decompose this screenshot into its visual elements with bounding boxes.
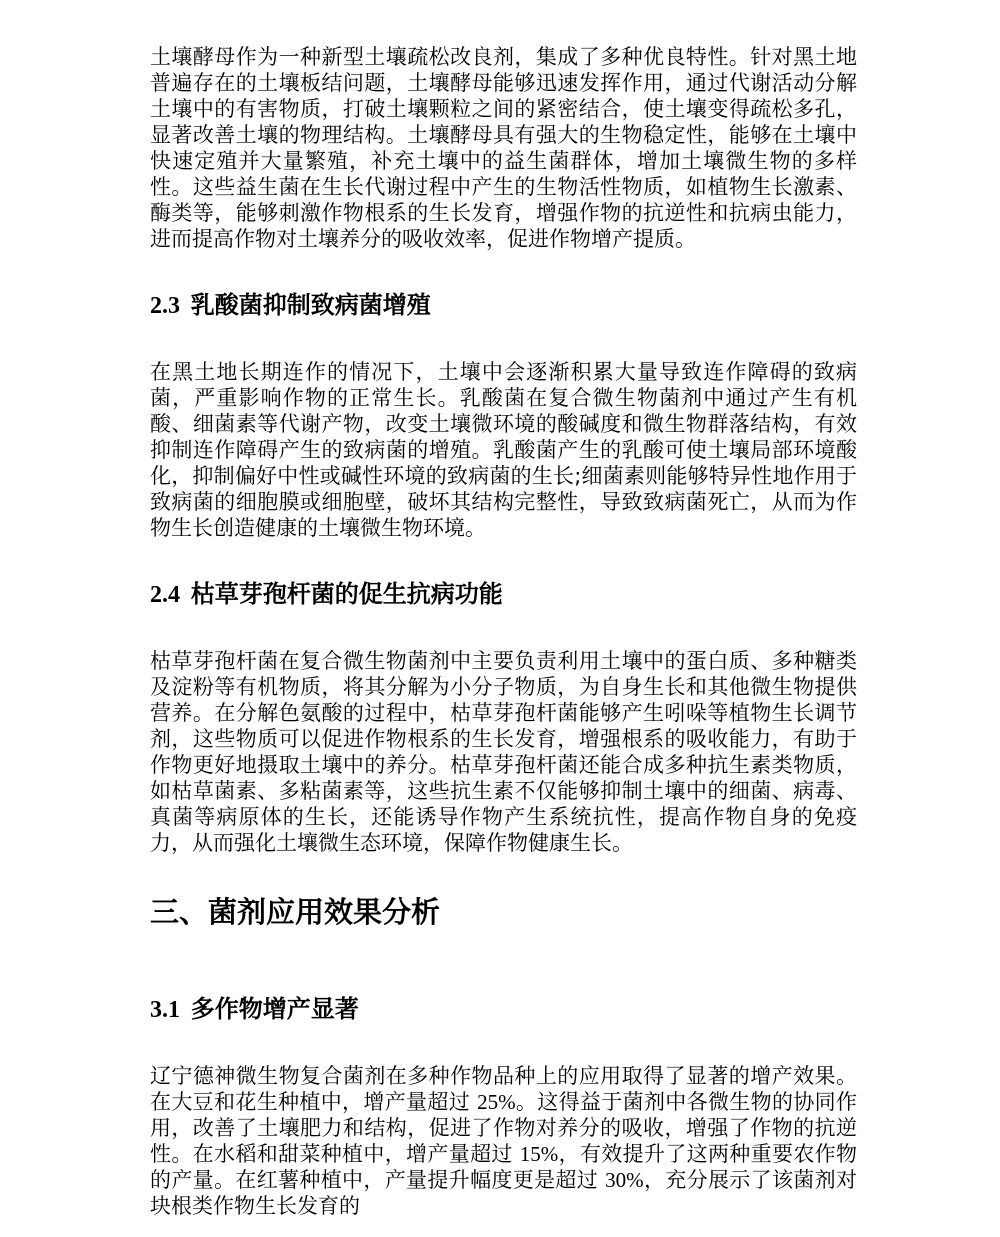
paragraph-yield-text-segment: ，有效提升了这两种重要农作物的产量。在红薯种植中，产量提升幅度更是超过 (150, 1142, 857, 1192)
paragraph-lactic-acid-bacteria: 在黑土地长期连作的情况下，土壤中会逐渐积累大量导致连作障碍的致病菌，严重影响作物的正常生长。乳酸菌在复合微生物菌剂中通过产生有机酸、细菌素等代谢产物，改变土壤微环境的酸碱度和微生物群落结构，有效抑制连作障碍产生的致病菌的增殖。乳酸菌产生的乳酸可使土壤局部环境酸化，抑制偏好中性或碱性环境的致病菌的生长;细菌素则能够特异性地作用于致病菌的细胞膜或细胞壁，破坏其结构完整性，导致致病菌死亡，从而为作物生长创造健康的土壤微生物环境。 (150, 360, 857, 540)
heading-2-3-title: 乳酸菌抑制致病菌增殖 (190, 291, 431, 319)
heading-2-4 (150, 579, 857, 610)
heading-3-1-number: 3.1 (150, 997, 180, 1023)
heading-chapter-3: 三、菌剂应用效果分析 (150, 895, 441, 929)
heading-3-1-title: 多作物增产显著 (190, 995, 359, 1023)
yield-percent-soy-peanut: 25% (477, 1090, 516, 1114)
heading-2-3 (150, 290, 857, 321)
heading-2-4-number: 2.4 (150, 582, 180, 608)
paragraph-yield-text-segment: 辽宁德神微生物复合菌剂在多种作物品种上的应用取得了显著的增产效果。在大豆和花生种植中，增产量超过 (150, 1064, 857, 1114)
yield-percent-sweet-potato: 30% (605, 1168, 644, 1192)
paragraph-bacillus-subtilis: 枯草芽孢杆菌在复合微生物菌剂中主要负责利用土壤中的蛋白质、多种糖类及淀粉等有机物质，将其分解为小分子物质，为自身生长和其他微生物提供营养。在分解色氨酸的过程中，枯草芽孢杆菌能够产生吲哚等植物生长调节剂，这些物质可以促进作物根系的生长发育，增强根系的吸收能力，有助于作物更好地摄取土壤中的养分。枯草芽孢杆菌还能合成多种抗生素类物质，如枯草菌素、多粘菌素等，这些抗生素不仅能够抑制土壤中的细菌、病毒、真菌等病原体的生长，还能诱导作物产生系统抗性，提高作物自身的免疫力，从而强化土壤微生态环境，保障作物健康生长。 (150, 649, 857, 855)
heading-2-4-title: 枯草芽孢杆菌的促生抗病功能 (190, 580, 503, 608)
paragraph-soil-yeast: 土壤酵母作为一种新型土壤疏松改良剂，集成了多种优良特性。针对黑土地普遍存在的土壤板结问题，土壤酵母能够迅速发挥作用，通过代谢活动分解土壤中的有害物质，打破土壤颗粒之间的紧密结合，使土壤变得疏松多孔，显著改善土壤的物理结构。土壤酵母具有强大的生物稳定性，能够在土壤中快速定殖并大量繁殖，补充土壤中的益生菌群体，增加土壤微生物的多样性。这些益生菌在生长代谢过程中产生的生物活性物质，如植物生长激素、酶类等，能够刺激作物根系的生长发育，增强作物的抗逆性和抗病虫能力，进而提高作物对土壤养分的吸收效率，促进作物增产提质。 (150, 45, 857, 251)
paragraph-yield-text-segment: 。这得益于菌剂中各微生物的协同作用，改善了土壤肥力和结构，促进了作物对养分的吸收，增强了作物的抗逆性。在水稻和甜菜种植中，增产量超过 (150, 1090, 857, 1166)
document-content (150, 44, 857, 1219)
heading-3-1 (150, 994, 857, 1025)
paragraph-yield-results (150, 1063, 857, 1219)
paragraph-yield-text-segment: ，充分展示了该菌剂对块根类作物生长发育的 (150, 1168, 857, 1218)
yield-percent-rice-beet: 15% (519, 1142, 559, 1166)
heading-2-3-number: 2.3 (150, 293, 180, 319)
